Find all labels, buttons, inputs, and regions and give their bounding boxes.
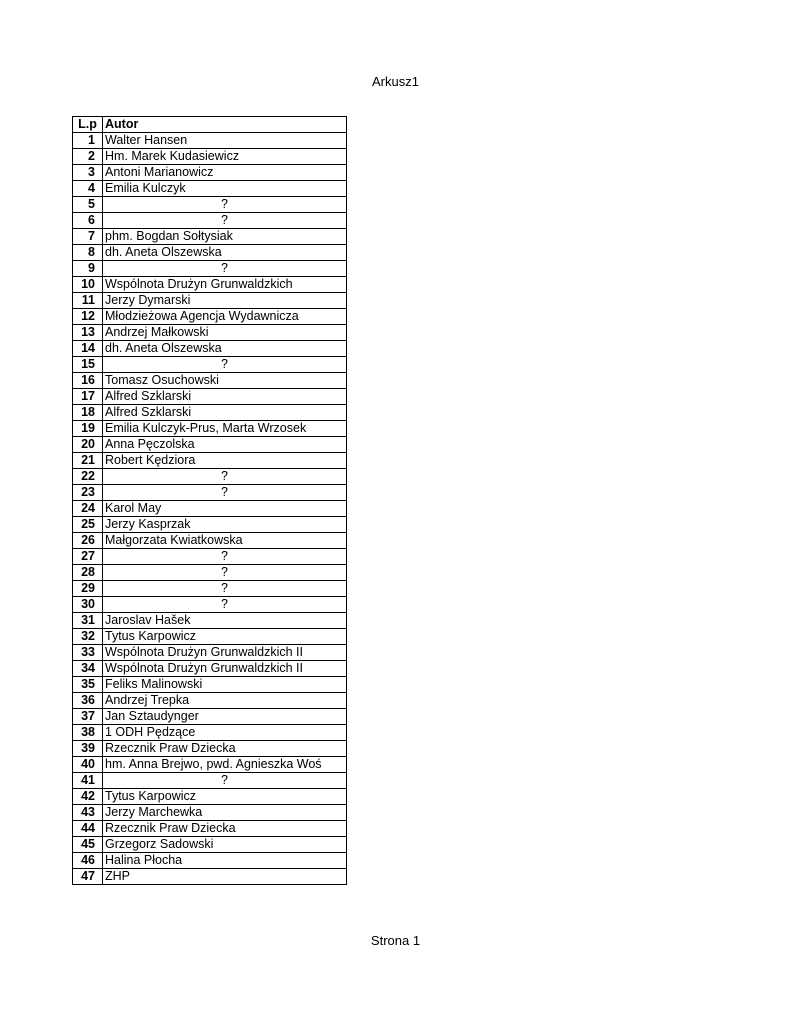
author-cell: Wspólnota Drużyn Grunwaldzkich bbox=[103, 277, 347, 293]
row-number-cell: 1 bbox=[73, 133, 103, 149]
author-cell: Rzecznik Praw Dziecka bbox=[103, 821, 347, 837]
table-row bbox=[73, 469, 347, 485]
author-cell: dh. Aneta Olszewska bbox=[103, 341, 347, 357]
author-cell: Wspólnota Drużyn Grunwaldzkich II bbox=[103, 661, 347, 677]
author-cell: Jerzy Dymarski bbox=[103, 293, 347, 309]
table-row bbox=[73, 485, 347, 501]
author-cell: ? bbox=[103, 261, 347, 277]
author-cell: Jan Sztaudynger bbox=[103, 709, 347, 725]
table-row bbox=[73, 821, 347, 837]
author-cell: ? bbox=[103, 565, 347, 581]
row-number-cell: 38 bbox=[73, 725, 103, 741]
table-row bbox=[73, 501, 347, 517]
row-number-cell: 47 bbox=[73, 869, 103, 885]
row-number-cell: 29 bbox=[73, 581, 103, 597]
author-cell: phm. Bogdan Sołtysiak bbox=[103, 229, 347, 245]
author-cell: hm. Anna Brejwo, pwd. Agnieszka Woś bbox=[103, 757, 347, 773]
row-number-cell: 20 bbox=[73, 437, 103, 453]
row-number-cell: 31 bbox=[73, 613, 103, 629]
table-row bbox=[73, 789, 347, 805]
row-number-cell: 27 bbox=[73, 549, 103, 565]
authors-table bbox=[72, 116, 347, 885]
author-cell: 1 ODH Pędzące bbox=[103, 725, 347, 741]
row-number-cell: 11 bbox=[73, 293, 103, 309]
row-number-cell: 6 bbox=[73, 213, 103, 229]
table-body bbox=[73, 133, 347, 885]
row-number-cell: 12 bbox=[73, 309, 103, 325]
row-number-cell: 13 bbox=[73, 325, 103, 341]
row-number-cell: 5 bbox=[73, 197, 103, 213]
author-cell: ? bbox=[103, 197, 347, 213]
table-row bbox=[73, 133, 347, 149]
row-number-cell: 22 bbox=[73, 469, 103, 485]
author-cell: Tytus Karpowicz bbox=[103, 629, 347, 645]
table-row bbox=[73, 213, 347, 229]
author-cell: Tomasz Osuchowski bbox=[103, 373, 347, 389]
author-cell: Karol May bbox=[103, 501, 347, 517]
row-number-cell: 45 bbox=[73, 837, 103, 853]
table-row bbox=[73, 645, 347, 661]
author-cell: Halina Płocha bbox=[103, 853, 347, 869]
author-cell: Grzegorz Sadowski bbox=[103, 837, 347, 853]
table-row bbox=[73, 629, 347, 645]
row-number-cell: 7 bbox=[73, 229, 103, 245]
table-row bbox=[73, 757, 347, 773]
row-number-cell: 10 bbox=[73, 277, 103, 293]
row-number-cell: 40 bbox=[73, 757, 103, 773]
table-row bbox=[73, 725, 347, 741]
author-cell: Emilia Kulczyk bbox=[103, 181, 347, 197]
author-cell: Robert Kędziora bbox=[103, 453, 347, 469]
author-cell: ? bbox=[103, 597, 347, 613]
column-header-author: Autor bbox=[103, 117, 347, 133]
table-row bbox=[73, 677, 347, 693]
table-row bbox=[73, 533, 347, 549]
author-cell: Rzecznik Praw Dziecka bbox=[103, 741, 347, 757]
table-row bbox=[73, 837, 347, 853]
table-row bbox=[73, 341, 347, 357]
row-number-cell: 28 bbox=[73, 565, 103, 581]
author-cell: Walter Hansen bbox=[103, 133, 347, 149]
table-row bbox=[73, 693, 347, 709]
table-row bbox=[73, 773, 347, 789]
author-cell: ? bbox=[103, 213, 347, 229]
sheet-title: Arkusz1 bbox=[372, 74, 419, 89]
author-cell: Andrzej Trepka bbox=[103, 693, 347, 709]
row-number-cell: 33 bbox=[73, 645, 103, 661]
row-number-cell: 23 bbox=[73, 485, 103, 501]
author-cell: Emilia Kulczyk-Prus, Marta Wrzosek bbox=[103, 421, 347, 437]
column-header-lp: L.p bbox=[73, 117, 103, 133]
table-row bbox=[73, 437, 347, 453]
table-header-row bbox=[73, 117, 347, 133]
table-row bbox=[73, 261, 347, 277]
author-cell: Feliks Malinowski bbox=[103, 677, 347, 693]
table-row bbox=[73, 549, 347, 565]
table-row bbox=[73, 245, 347, 261]
row-number-cell: 14 bbox=[73, 341, 103, 357]
author-cell: Hm. Marek Kudasiewicz bbox=[103, 149, 347, 165]
table-row bbox=[73, 805, 347, 821]
table-row bbox=[73, 453, 347, 469]
row-number-cell: 19 bbox=[73, 421, 103, 437]
table-row bbox=[73, 613, 347, 629]
author-cell: Alfred Szklarski bbox=[103, 389, 347, 405]
row-number-cell: 3 bbox=[73, 165, 103, 181]
row-number-cell: 9 bbox=[73, 261, 103, 277]
table-row bbox=[73, 421, 347, 437]
author-cell: ? bbox=[103, 469, 347, 485]
author-cell: Jerzy Kasprzak bbox=[103, 517, 347, 533]
table-row bbox=[73, 661, 347, 677]
table-row bbox=[73, 197, 347, 213]
table-row bbox=[73, 277, 347, 293]
row-number-cell: 4 bbox=[73, 181, 103, 197]
row-number-cell: 42 bbox=[73, 789, 103, 805]
author-cell: Wspólnota Drużyn Grunwaldzkich II bbox=[103, 645, 347, 661]
row-number-cell: 21 bbox=[73, 453, 103, 469]
row-number-cell: 35 bbox=[73, 677, 103, 693]
row-number-cell: 2 bbox=[73, 149, 103, 165]
row-number-cell: 8 bbox=[73, 245, 103, 261]
author-cell: Tytus Karpowicz bbox=[103, 789, 347, 805]
row-number-cell: 34 bbox=[73, 661, 103, 677]
author-cell: Małgorzata Kwiatkowska bbox=[103, 533, 347, 549]
author-cell: Alfred Szklarski bbox=[103, 405, 347, 421]
author-cell: ZHP bbox=[103, 869, 347, 885]
table-row bbox=[73, 181, 347, 197]
row-number-cell: 25 bbox=[73, 517, 103, 533]
row-number-cell: 37 bbox=[73, 709, 103, 725]
table-row bbox=[73, 597, 347, 613]
table-row bbox=[73, 389, 347, 405]
table-row bbox=[73, 869, 347, 885]
author-cell: ? bbox=[103, 773, 347, 789]
row-number-cell: 41 bbox=[73, 773, 103, 789]
table-row bbox=[73, 581, 347, 597]
table-row bbox=[73, 741, 347, 757]
author-cell: ? bbox=[103, 549, 347, 565]
row-number-cell: 16 bbox=[73, 373, 103, 389]
author-cell: Młodzieżowa Agencja Wydawnicza bbox=[103, 309, 347, 325]
table-row bbox=[73, 229, 347, 245]
table-row bbox=[73, 373, 347, 389]
author-cell: ? bbox=[103, 357, 347, 373]
table-row bbox=[73, 309, 347, 325]
author-cell: Jerzy Marchewka bbox=[103, 805, 347, 821]
table-row bbox=[73, 405, 347, 421]
author-cell: ? bbox=[103, 581, 347, 597]
table-row bbox=[73, 325, 347, 341]
row-number-cell: 43 bbox=[73, 805, 103, 821]
row-number-cell: 15 bbox=[73, 357, 103, 373]
table-row bbox=[73, 517, 347, 533]
row-number-cell: 17 bbox=[73, 389, 103, 405]
row-number-cell: 32 bbox=[73, 629, 103, 645]
row-number-cell: 44 bbox=[73, 821, 103, 837]
row-number-cell: 39 bbox=[73, 741, 103, 757]
author-cell: Anna Pęczolska bbox=[103, 437, 347, 453]
table-row bbox=[73, 357, 347, 373]
table-row bbox=[73, 149, 347, 165]
row-number-cell: 36 bbox=[73, 693, 103, 709]
row-number-cell: 26 bbox=[73, 533, 103, 549]
table-row bbox=[73, 853, 347, 869]
author-cell: Andrzej Małkowski bbox=[103, 325, 347, 341]
table-row bbox=[73, 565, 347, 581]
author-cell: ? bbox=[103, 485, 347, 501]
page-footer: Strona 1 bbox=[370, 933, 421, 948]
author-cell: Antoni Marianowicz bbox=[103, 165, 347, 181]
row-number-cell: 46 bbox=[73, 853, 103, 869]
author-cell: Jaroslav Hašek bbox=[103, 613, 347, 629]
row-number-cell: 24 bbox=[73, 501, 103, 517]
table-row bbox=[73, 293, 347, 309]
row-number-cell: 18 bbox=[73, 405, 103, 421]
row-number-cell: 30 bbox=[73, 597, 103, 613]
author-cell: dh. Aneta Olszewska bbox=[103, 245, 347, 261]
table-row bbox=[73, 165, 347, 181]
table-row bbox=[73, 709, 347, 725]
